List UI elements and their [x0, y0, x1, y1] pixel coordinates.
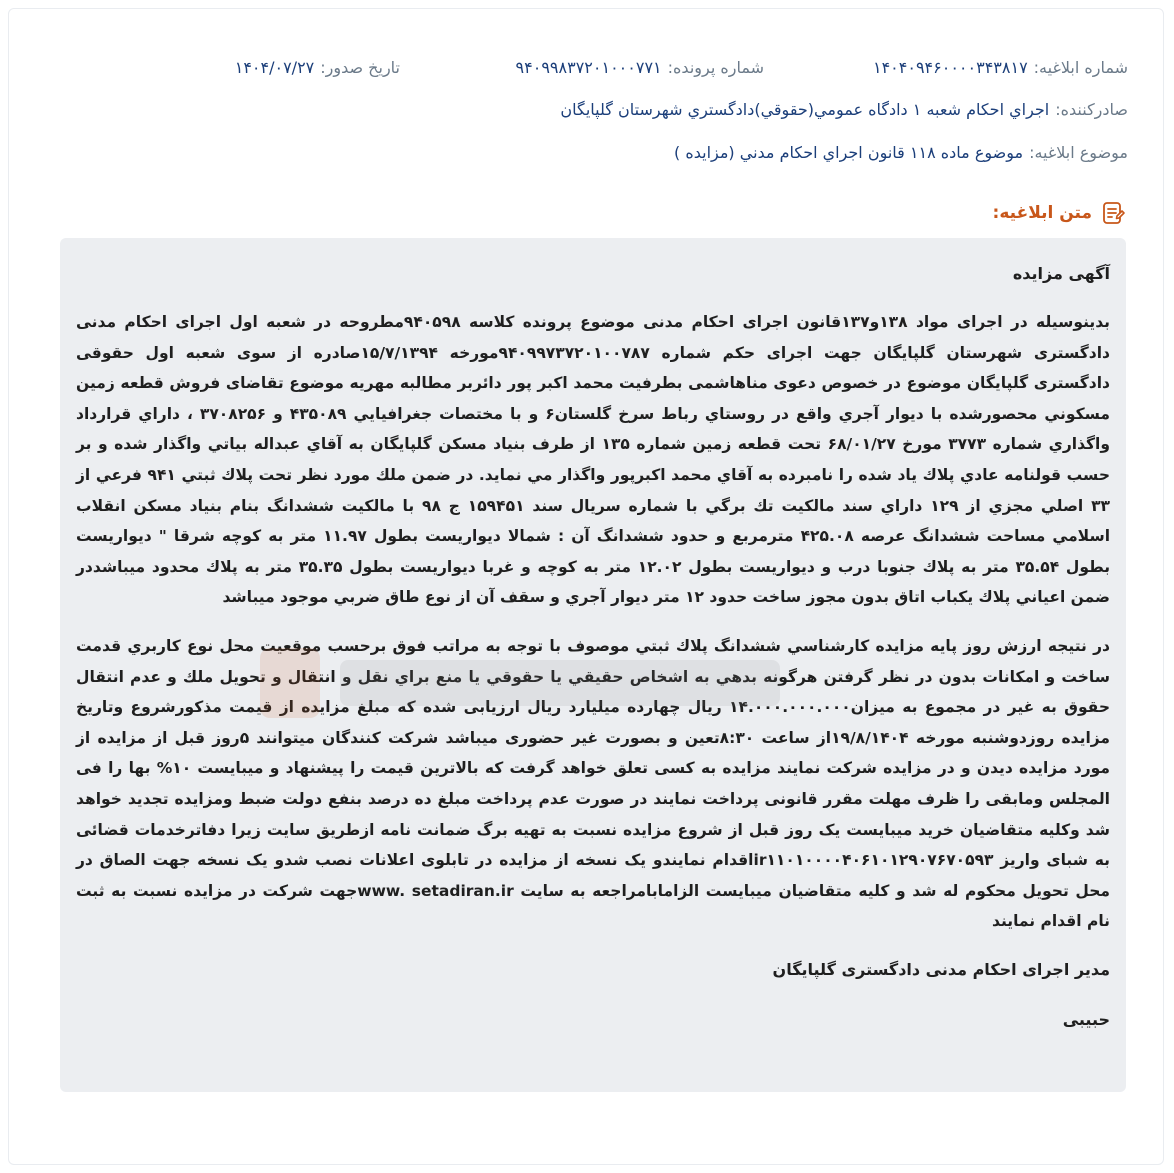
subject-label: موضوع ابلاغيه: [1029, 143, 1128, 162]
case-number [516, 58, 764, 77]
notification-number-label: شماره ابلاغيه: [1033, 58, 1128, 77]
meta-row-subject [46, 143, 1128, 162]
notice-content-box [60, 238, 1126, 1092]
issuer-value: اجراي احکام شعبه ۱ دادگاه عمومي(حقوقي)دادگستري شهرستان گلپايگان [560, 100, 1050, 119]
signature-title: مدیر اجرای احکام مدنی دادگستری گلپایگان [772, 959, 1110, 979]
case-number-label: شماره پرونده: [667, 58, 764, 77]
notice-text-section-title [993, 200, 1126, 226]
issuer [560, 100, 1128, 119]
document-icon [1100, 200, 1126, 226]
notification-number-value: ۱۴۰۴۰۹۴۶۰۰۰۰۳۴۳۸۱۷ [872, 58, 1028, 77]
notice-paragraph-1: بدینوسیله در اجرای مواد ۱۳۸و۱۳۷قانون اجرای احکام مدنی موضوع پرونده کلاسه ۹۴۰۵۹۸مطروحه در شعبه اول اجرای احکام مدنی دادگستری شهرستان گلپایگان جهت اجرای حکم شماره ۹۴۰۹۹۷۳۷۲۰۱۰۰۷۸۷مورخه ۱۵/۷/۱۳۹۴صادره از سوی شعبه اول حقوقی دادگستری گلپایگان موضوع در خصوص دعوی مناهاشمی بطرفیت محمد اکبر پور دائربر مطالبه مهریه موضوع تقاضای فروش قطعه زمین مسکوني محصورشده با ديوار آجري واقع در روستاي رباط سرخ گلستان۶ و با مختصات جغرافيايي ۴۳۵۰۸۹ و ۳۷۰۸۲۵۶ ، داراي قرارداد واگذاري شماره ۳۷۷۳ مورخ ۶۸/۰۱/۲۷ تحت قطعه زمين شماره ۱۳۵ از طرف بنياد مسكن گلپايگان به آقاي عبداله بياتي واگذار شده و بر حسب قولنامه عادي پلاك ياد شده را نامبرده به آقاي محمد اكبرپور واگذار مي نمايد. در ضمن ملك مورد نظر تحت پلاك ثبتي ۹۴۱ فرعي از ۳۳ اصلي مجزي از ۱۲۹ داراي سند مالكيت تك برگي با شماره سريال سند ۱۵۹۴۵۱ ج ۹۸ با مالكيت ششدانگ بنام بنياد مسكن انقلاب اسلامي مساحت ششدانگ عرصه ۴۲۵.۰۸ مترمربع و حدود ششدانگ آن : شمالا ديواريست بطول ۱۱.۹۷ متر به كوچه شرقا " ديواريست بطول ۳۵.۵۴ متر به پلاك جنوبا درب و ديواريست بطول ۱۲.۰۲ متر به كوچه و غربا ديواريست بطول ۳۵.۳۵ متر به پلاك محدود ميباشددر ضمن اعياني پلاك يكباب اتاق بدون مجوز ساخت حدود ۱۲ متر ديوار آجري و سقف آن از نوع طاق ضربي موجود ميباشد [76, 313, 1111, 607]
notification-number [873, 58, 1128, 77]
issue-date-value: ۱۴۰۴/۰۷/۲۷ [234, 58, 315, 77]
notice-heading: آگهی مزایده [1012, 264, 1110, 283]
issuer-label: صادرکننده: [1055, 100, 1128, 119]
case-number-value: ۹۴۰۹۹۸۳۷۲۰۱۰۰۰۷۷۱ [515, 58, 662, 77]
signature-name: حبیبی [1062, 1009, 1110, 1029]
subject [674, 143, 1128, 162]
notice-paragraph-2: در نتیجه ارزش روز پایه مزایده کارشناسي ششدانگ پلاك ثبتي موصوف با توجه به مراتب فوق برحسب موقعيت محل نوع كاربري قدمت ساخت و امكانات بدون در نظر گرفتن هرگونه بدهي به اشخاص حقيقي يا حقوقي يا منع براي نقل و انتقال و تحويل ملك و عدم انتقال حقوق به غير در مجموع به میزان۱۴.۰۰۰.۰۰۰.۰۰۰ ریال چهارده میلیارد ریال ارزیابی شده که مبلغ مزایده از قیمت مذکورشروع وتاریخ مزایده روزدوشنبه مورخه ۱۹/۸/۱۴۰۴از ساعت ۸:۳۰تعین و بصورت غیر حضوری میباشد شرکت کنندگان میتوانند ۵روز قبل از مزایده از مورد مزایده دیدن و در مزایده شرکت نمایند مزایده به کسی تعلق خواهد گرفت که بالاترین قیمت را پیشنهاد و میبایست ۱۰% بها را فی المجلس ومابقی را ظرف مهلت مقرر قانونی پرداخت نمایند در صورت عدم پرداخت مبلغ ده درصد بنفع دولت ضبط ومزایده تجدید خواهد شد وکلیه متقاضیان خرید میبایست یک روز قبل از شروع مزایده نسبت به تهیه برگ ضمانت نامه ازطریق سایت زیرا دفاترخدمات قضائی به شبای واریز ir۱۱۰۱۰۰۰۰۴۰۶۱۰۱۲۹۰۷۶۷۰۵۹۳اقدام نمایندو یک نسخه از مزایده در تابلوی اعلانات نصب شدو یک نسخه جهت الصاق در محل تحویل محکوم له شد و کلیه متقاضیان میبایست الزامابامراجعه به سایت www. setadiran.irجهت شرکت در مزایده نسبت به ثبت نام اقدام نمایند [76, 636, 1111, 931]
issue-date [235, 58, 400, 77]
meta-row-issuer [46, 100, 1128, 119]
subject-value: موضوع ماده ۱۱۸ قانون اجراي احكام مدني (مزايده ) [674, 143, 1024, 162]
issue-date-label: تاريخ صدور: [320, 58, 400, 77]
section-title-text: متن ابلاغيه: [992, 203, 1092, 223]
